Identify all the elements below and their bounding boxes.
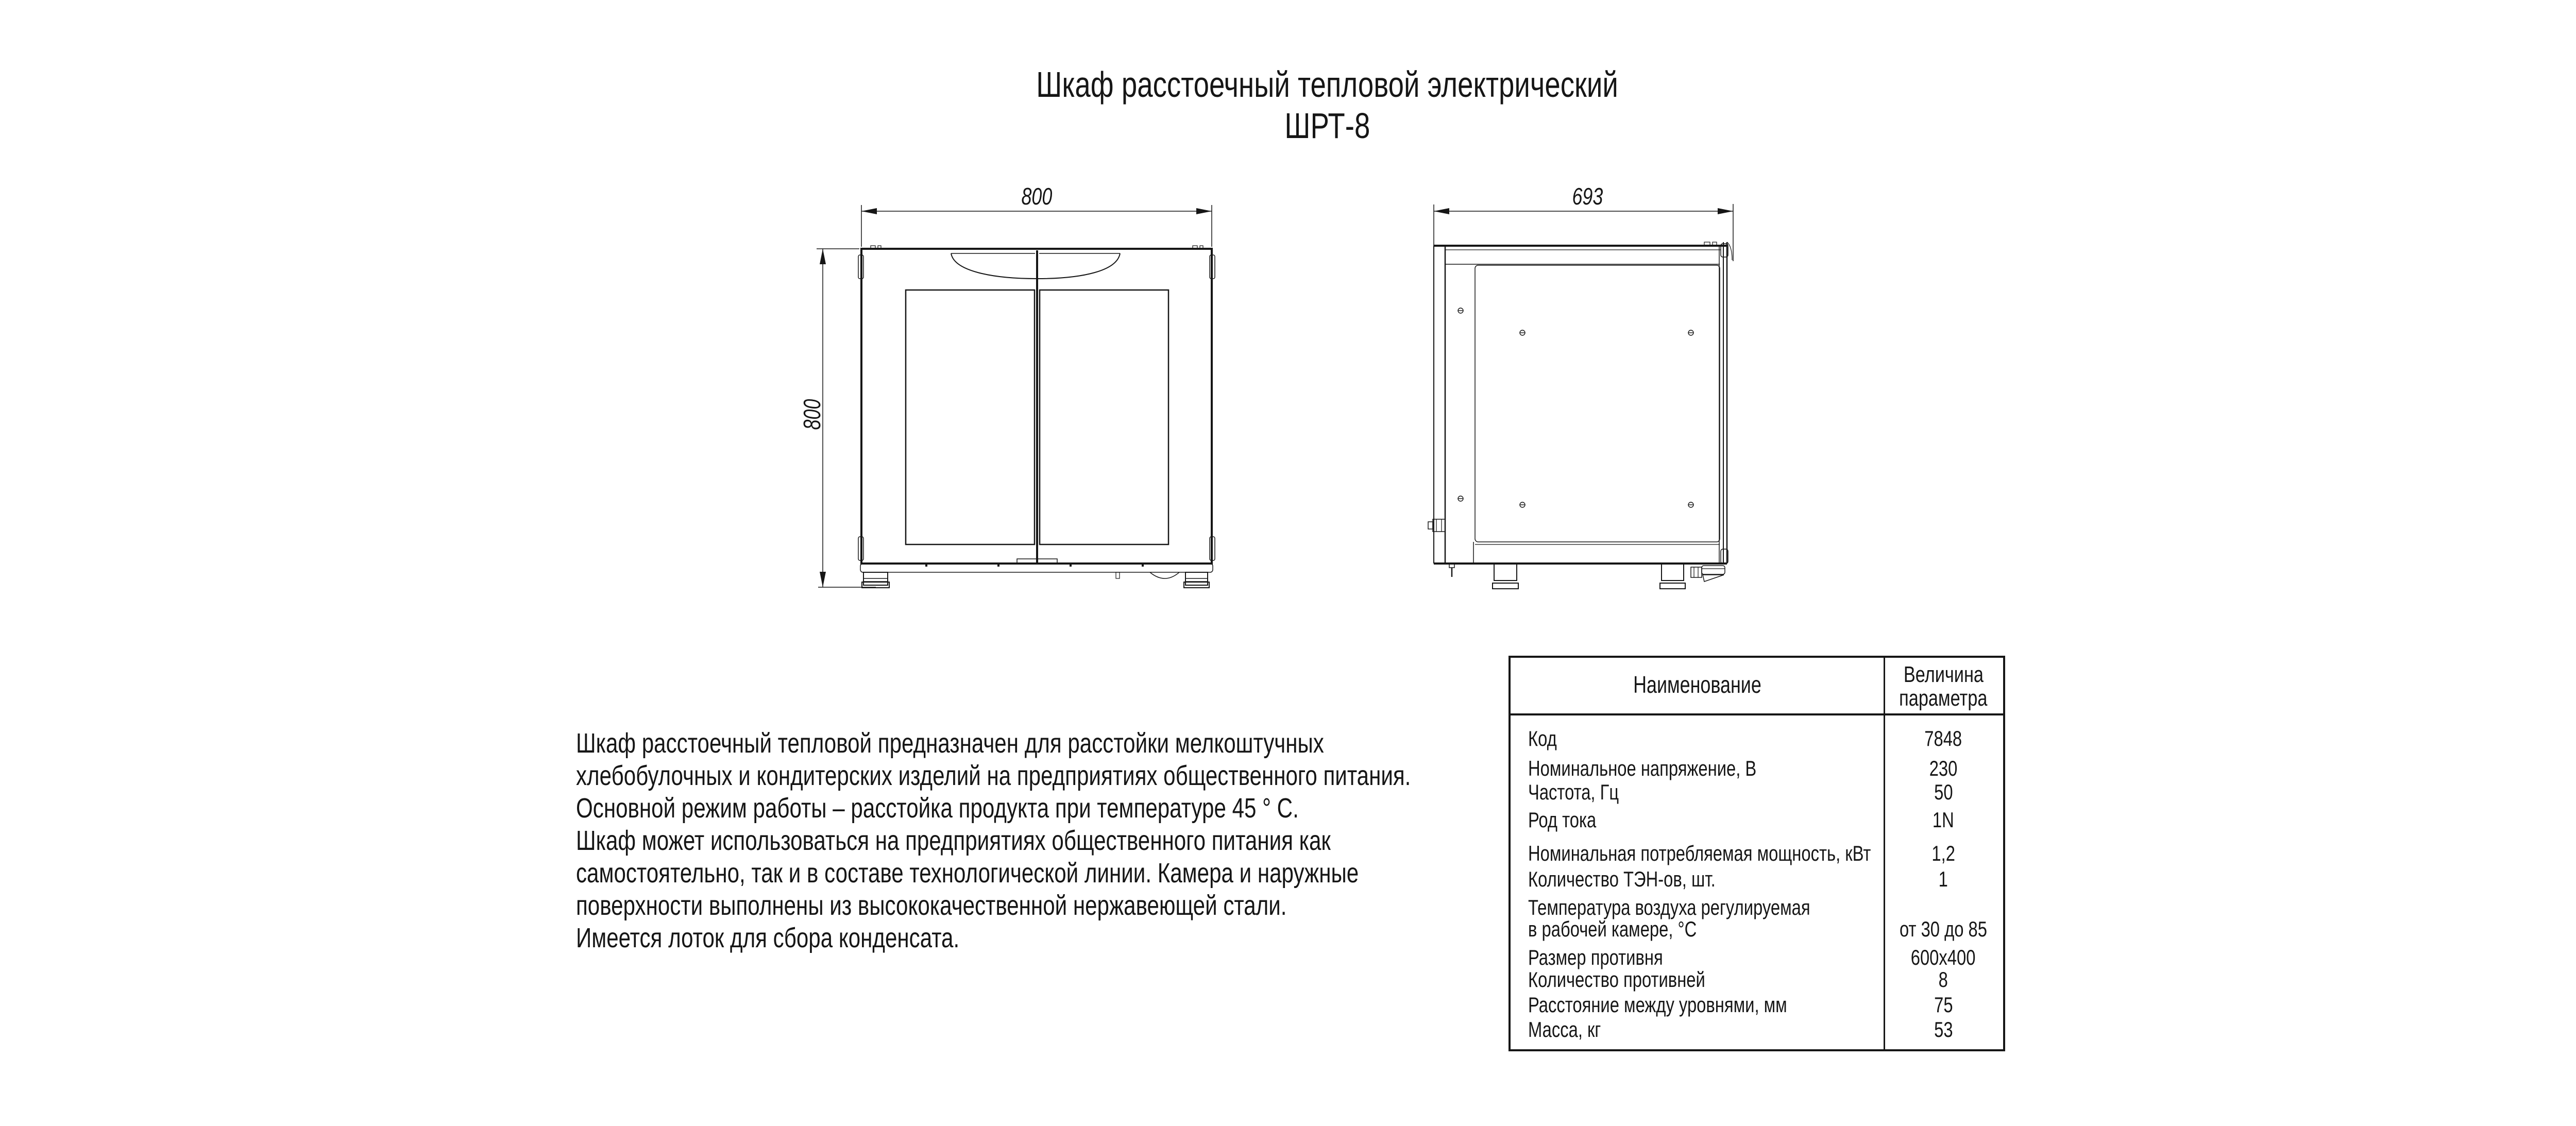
table-row: Масса, кг 53 xyxy=(1528,1017,1953,1042)
table-row: Количество противней 8 xyxy=(1528,967,1948,992)
table-row: Расстояние между уровнями, мм 75 xyxy=(1528,993,1953,1017)
page-title-line1: Шкаф расстоечный тепловой электрический xyxy=(1036,64,1618,105)
table-row: Размер противня 600x400 xyxy=(1528,945,1976,969)
description-line: поверхности выполнены из высококачественной нержавеющей стали. xyxy=(576,890,1287,921)
description-line: Шкаф может использоваться на предприятиях общественного питания как xyxy=(576,825,1331,856)
spec-table xyxy=(1509,656,2005,1051)
description-paragraph xyxy=(576,727,1646,954)
column-header-name: Наименование xyxy=(1633,671,1761,698)
description-line: Основной режим работы – расстойка продукта при температуре 45 ° С. xyxy=(576,793,1299,824)
front-view-drawing xyxy=(793,175,1247,598)
column-header-value: Величина параметра xyxy=(1899,662,1988,711)
table-row: Род тока 1N xyxy=(1528,808,1954,832)
page-title xyxy=(554,64,2100,146)
table-row: Номинальная потребляемая мощность, кВт 1,2 xyxy=(1528,841,1955,865)
table-row: Частота, Гц 50 xyxy=(1528,780,1953,804)
table-header-divider xyxy=(1511,713,2003,715)
table-row: Количество ТЭН-ов, шт. 1 xyxy=(1528,867,1948,891)
page-title-line2: ШРТ-8 xyxy=(1284,106,1370,146)
side-view-drawing xyxy=(1401,175,1814,598)
table-row: в рабочей камере, °С от 30 до 85 xyxy=(1528,917,1988,941)
side-depth-dimension: 693 xyxy=(1572,183,1603,210)
table-row: Код 7848 xyxy=(1528,726,1962,750)
description-line: самостоятельно, так и в составе технологической линии. Камера и наружные xyxy=(576,858,1359,889)
description-line: Шкаф расстоечный тепловой предназначен для расстойки мелкоштучных xyxy=(576,728,1324,759)
table-row: Номинальное напряжение, В 230 xyxy=(1528,756,1958,780)
table-row: Температура воздуха регулируемая xyxy=(1528,895,1810,919)
front-width-dimension: 800 xyxy=(1021,183,1052,210)
description-line: Имеется лоток для сбора конденсата. xyxy=(576,923,960,953)
description-line: хлебобулочных и кондитерских изделий на предприятиях общественного питания. xyxy=(576,760,1411,791)
front-height-dimension: 800 xyxy=(799,399,825,430)
